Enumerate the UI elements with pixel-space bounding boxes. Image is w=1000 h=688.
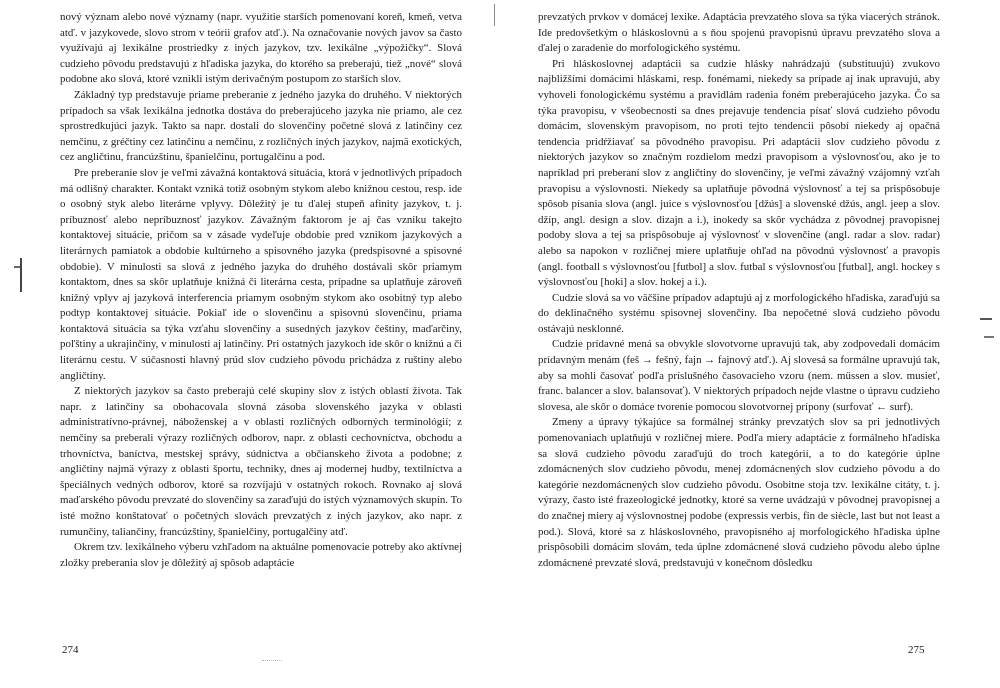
page-number-right: 275 [908,644,925,656]
scan-artifact-left-tick [14,266,20,268]
scan-artifact-left [20,258,22,292]
paragraph: Pre preberanie slov je veľmi závažná kontaktová situácia, ktorá v jednotlivých prípadoch má odlišný charakter. Kontakt vzniká totiž osobným stykom alebo knižnou cestou, resp. ide o osobný styk alebo literárne vplyvy. Dôležitý je tu ďalej stupeň afinity jazykov, t. j. príbuznosť alebo nepríbuznosť jazykov. Závažným faktorom je aj čas vzniku takejto kontaktovej situácie, pričom sa v zásade vydeľuje obdobie pred vznikom jazykových a literárnych pamiatok a obdobie kultúrneho a spisovného jazyka (predspisovné a spisovné obdobie). V minulosti sa slová z jedného jazyka do druhého dostávali skôr priamym kontaktom, dnes sa skôr uplatňuje knižná či literárna cesta, prípadne sa uplatňuje zároveň knižný vplyv aj jazyková interferencia priamym osobným stykom ako osobitný typ alebo podtyp kontaktovej situácie. Pokiaľ ide o slovenčinu a spisovnú slovenčinu, priama kontaktová situácia sa týka vzťahu slovenčiny a susedných jazykov češtiny, maďarčiny, poľštiny a ukrajinčiny, v minulosti aj latinčiny. Pri ostatných jazykoch ide skôr o knižnú a či literárnu cestu. V súčasnosti hlavný prúd slov cudzieho pôvodu prichádza z ruštiny alebo angličtiny. [60,166,462,382]
paragraph: Z niektorých jazykov sa často preberajú celé skupiny slov z istých oblastí života. Tak napr. z latinčiny sa obohacovala slovná zásoba slovenského jazyka v oblasti administratívno-právnej, náboženskej a v oblasti rozličných odborných terminológií; z nemčiny sa preberali výrazy rozličných odborov, napr. z oblasti cechovníctva, obchodu a trhovníctva, baníctva, mestskej správy, súdnictva a občianskeho života a podobne; z angličtiny najmä výrazy z oblasti športu, techniky, dnes aj modernej hudby, textilníctva a špeciálnych vedných odborov, ktoré sa rozvíjajú v ostatných rokoch. Rovnako aj slová maďarského pôvodu prevzaté do slovenčiny sa zaraďujú do istých významových skupín. To isté možno konštatovať o početných slovách prevzatých z iných jazykov, ako napr. z rumunčiny, taliančiny, francúzštiny, španielčiny, portugalčiny atď. [60,385,462,538]
paragraph: Zmeny a úpravy týkajúce sa formálnej stránky prevzatých slov sa pri jednotlivých pomenovaniach uplatňujú v rozličnej miere. Podľa miery adaptácie z formálneho hľadiska sa slová cudzieho pôvodu zaraďujú do troch kategórií, a to do kategórie úplne zdomácnených slov cudzieho pôvodu, menej zdomácnených slov cudzieho pôvodu a do kategórie nezdomácnených slov cudzieho pôvodu. Osobitne stoja tzv. lexikálne citáty, t. j. výrazy, často isté frazeologické jednotky, ktoré sa verne uvádzajú v pôvodnej pravopisnej a do značnej miery aj výslovnostnej podobe (expressis verbis, fin de siècle, last but not least a pod.). Slová, ktoré sa z hláskoslovného, pravopisného aj morfologického hľadiska úplne prispôsobili domácim slovám, teda úplne zdomácnené slová cudzieho pôvodu alebo úplne zdomácnené prevzaté slová, predstavujú v konečnom dôsledku [538,416,940,569]
paragraph: nový význam alebo nové významy (napr. využitie starších pomenovaní koreň, kmeň, vetva atď. v jazykovede, slovo strom v teórii grafov atď.). Na označovanie nových javov sa často využívajú aj lexikálne prostriedky z iných jazykov, tzv. lexikálne „výpožičky“. Slová cudzieho pôvodu predstavujú z hľadiska jazyka, do ktorého sa preberajú, tiež „nové“ slová podobne ako slová, ktoré vznikli istým derivačným postupom zo starších slov. [60,11,462,86]
paragraph: Základný typ predstavuje priame preberanie z jedného jazyka do druhého. V niektorých prípadoch sa však lexikálna jednotka dostáva do preberajúceho jazyka nie priamo, ale cez sprostredkujúci jazyk. Takto sa napr. dostali do slovenčiny početné slová z latinčiny cez nemčinu, z gréčtiny cez latinčinu a nemčinu, z rozličných iných jazykov, najmä exotických, cez angličtinu, francúzštinu, španielčinu, portugalčinu a pod. [60,88,462,164]
page-number-left: 274 [62,644,79,656]
paragraph: Pri hláskoslovnej adaptácii sa cudzie hlásky nahrádzajú (substituujú) zvukovo najbližšími domácimi hláskami, resp. fonémami, niekedy sa prípade aj inak upravujú, aby vyhoveli fonologickému systému a pravidlám radenia foném preberajúceho jazyka. Čo sa týka pravopisu, v všeobecnosti sa dnes prejavuje tendencia písať slová cudzieho pôvodu domácim, slovenským pravopisom, no proti tejto tendencii pôsobí niekedy aj opačná tendencia pridŕžiavať sa pôvodného pravopisu. Pri adaptácii slov cudzieho pôvodu z niektorých jazykov so značným rozdielom medzi pravopisom a výslovnosťou, ako je to napríklad pri preberaní slov z angličtiny do slovenčiny, je veľmi závažný vzájomný vzťah pravopisu a výslovnosti. Niekedy sa uplatňuje pôvodná výslovnosť a tej sa prispôsobuje spôsob písania slova (angl. juice s výslovnosťou [džús] a slovenské džús, angl. jeep a slov. džíp, angl. design a slov. dizajn a i.), inokedy sa skôr vychádza z pôvodnej pravopisnej podoby slova a tej sa prispôsobuje aj výslovnosť v slovenčine (angl. radar a slov. radar) alebo sa napokon v rozličnej miere uplatňuje ohľad na pôvodnú výslovnosť a pravopis (angl. football s výslovnosťou [futbol] a slov. futbal s výslovnosťou [futbal], angl. hockey s výslovnosťou [hoki] a slov. hokej a i.). [538,57,940,289]
scan-artifact-right [980,318,992,320]
left-page-body [60,10,462,640]
gutter-line [494,4,495,26]
paragraph: Cudzie prídavné mená sa obvykle slovotvorne upravujú tak, aby zodpovedali domácim prídavným menám (feš → fešný, fajn → fajnový atď.). Aj slovesá sa formálne upravujú tak, aby sa mohli časovať podľa príslušného časovacieho vzoru (nem. müssen a slov. musieť, franc. balancer a slov. balansovať). V niektorých prípadoch nejde vlastne o úpravu cudzieho slovesa, ale skôr o domáce tvorenie pomocou slovotvornej prípony (surfovať ← surf). [538,338,940,413]
paragraph: prevzatých prvkov v domácej lexike. Adaptácia prevzatého slova sa týka viacerých stránok. Ide predovšetkým o hláskoslovnú a s ňou spojenú pravopisnú úpravu prevzatého slova a ďalej o zaradenie do morfologického systému. [538,11,940,55]
paragraph: Cudzie slová sa vo väčšine prípadov adaptujú aj z morfologického hľadiska, zaraďujú sa do deklinačného systému spisovnej slovenčiny. Iba nepočetné slová cudzieho pôvodu ostávajú nesklonné. [538,291,940,335]
scan-artifact-right-tick [984,336,994,338]
right-page-body [538,10,940,640]
paragraph: Okrem tzv. lexikálneho výberu vzhľadom na aktuálne pomenovacie potreby ako aktívnej zložky preberania slov je dôležitý aj spôsob adaptácie [60,541,462,569]
scan-noise [262,660,282,669]
